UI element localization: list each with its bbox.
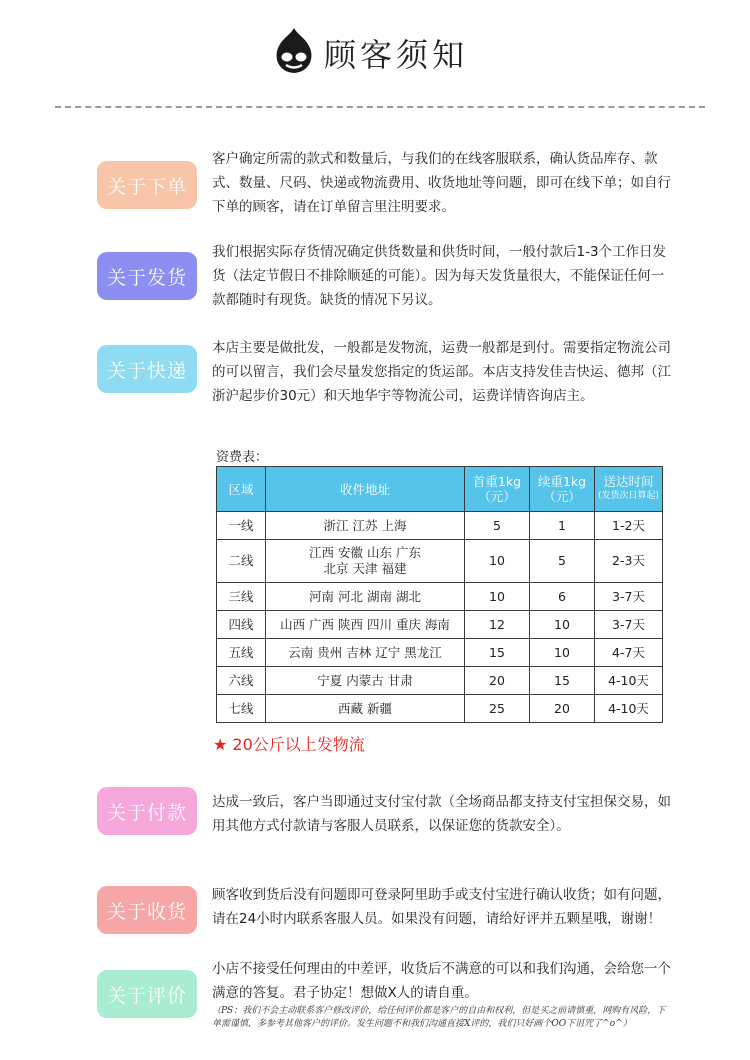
fee-zone: 七线 xyxy=(217,695,266,723)
fee-time: 3-7天 xyxy=(595,611,663,639)
section-text-review: 小店不接受任何理由的中差评，收货后不满意的可以和我们沟通，会给您一个满意的答复。君子协定！想做X人的请自重。 xyxy=(212,961,671,1001)
fee-time: 1-2天 xyxy=(595,512,663,540)
section-text-review-wrap xyxy=(212,957,672,1031)
section-text-receipt: 顾客收到货后没有问题即可登录阿里助手或支付宝进行确认收货；如有问题，请在24小时内联系客服人员。如果没有问题，请给好评并五颗星哦，谢谢！ xyxy=(212,887,671,927)
fee-header-delivery xyxy=(595,467,663,512)
fee-time: 4-10天 xyxy=(595,667,663,695)
table-row xyxy=(217,611,663,639)
fee-zone: 四线 xyxy=(217,611,266,639)
fee-address: 河南 河北 湖南 湖北 xyxy=(266,583,465,611)
fee-time: 3-7天 xyxy=(595,583,663,611)
fee-address: 宁夏 内蒙古 甘肃 xyxy=(266,667,465,695)
logistics-warning: ★ 20公斤以上发物流 xyxy=(213,735,365,754)
table-row xyxy=(217,639,663,667)
review-note: （PS：我们不会主动联系客户修改评价，给任何评价都是客户的自由和权利，但是买之前请慎重，网购有风险，下单需谨慎，多参考其他客户的评价。发生问题不和我们沟通直接X评的，我们只好画个OO下诅咒了^o^） xyxy=(212,1006,666,1029)
section-text-order: 客户确定所需的款式和数量后，与我们的在线客服联系，确认货品库存、款式、数量、尺码、快递或物流费用、收货地址等问题，即可在线下单；如自行下单的顾客，请在订单留言里注明要求。 xyxy=(212,151,671,215)
table-row xyxy=(217,512,663,540)
fee-extra: 6 xyxy=(530,583,595,611)
fee-address-line2: 北京 天津 福建 xyxy=(323,561,407,576)
fee-header-delivery-label: 送达时间 xyxy=(603,474,654,489)
fee-first: 5 xyxy=(465,512,530,540)
section-text-shipping: 我们根据实际存货情况确定供货数量和供货时间，一般付款后1-3个工作日发货（法定节假日不排除顺延的可能）。因为每天发货量很大，不能保证任何一款都随时有现货。缺货的情况下另议。 xyxy=(212,244,667,308)
fee-first: 25 xyxy=(465,695,530,723)
fee-header-first: 首重1kg（元） xyxy=(465,467,530,512)
section-pill-express: 关于快递 xyxy=(97,345,197,393)
fee-time: 2-3天 xyxy=(595,540,663,583)
fee-header-delivery-note: (发货次日算起) xyxy=(597,491,660,501)
fee-first: 10 xyxy=(465,583,530,611)
fee-table xyxy=(216,466,663,723)
section-text-payment: 达成一致后，客户当即通过支付宝付款（全场商品都支持支付宝担保交易，如用其他方式付款请与客服人员联系，以保证您的货款安全）。 xyxy=(212,794,671,834)
fee-first: 15 xyxy=(465,639,530,667)
table-row xyxy=(217,695,663,723)
fee-address-line1: 江西 安徽 山东 广东 xyxy=(309,545,421,560)
fee-zone: 六线 xyxy=(217,667,266,695)
fee-zone: 二线 xyxy=(217,540,266,583)
fee-zone: 五线 xyxy=(217,639,266,667)
fee-header-extra: 续重1kg（元） xyxy=(530,467,595,512)
section-pill-receipt: 关于收货 xyxy=(97,886,197,934)
fee-time: 4-7天 xyxy=(595,639,663,667)
fee-zone: 三线 xyxy=(217,583,266,611)
drupal-drop-icon xyxy=(272,26,316,76)
fee-extra: 10 xyxy=(530,639,595,667)
fee-time: 4-10天 xyxy=(595,695,663,723)
table-row xyxy=(217,583,663,611)
page-header xyxy=(0,22,750,82)
fee-extra: 10 xyxy=(530,611,595,639)
fee-address xyxy=(266,540,465,583)
fee-table-label: 资费表： xyxy=(216,450,269,465)
fee-address: 西藏 新疆 xyxy=(266,695,465,723)
fee-header-address: 收件地址 xyxy=(266,467,465,512)
fee-address: 浙江 江苏 上海 xyxy=(266,512,465,540)
fee-first: 20 xyxy=(465,667,530,695)
section-pill-payment: 关于付款 xyxy=(97,787,197,835)
section-text-express: 本店主要是做批发，一般都是发物流，运费一般都是到付。需要指定物流公司的可以留言，我们会尽量发您指定的货运部。本店支持发佳吉快运、德邦（江浙沪起步价30元）和天地华宇等物流公司，运费详情咨询店主。 xyxy=(212,340,671,404)
fee-zone: 一线 xyxy=(217,512,266,540)
section-pill-order: 关于下单 xyxy=(97,161,197,209)
page-title: 顾客须知 xyxy=(324,36,469,74)
fee-extra: 20 xyxy=(530,695,595,723)
fee-extra: 1 xyxy=(530,512,595,540)
fee-extra: 5 xyxy=(530,540,595,583)
fee-header-zone: 区域 xyxy=(217,467,266,512)
fee-first: 12 xyxy=(465,611,530,639)
section-pill-shipping: 关于发货 xyxy=(97,252,197,300)
section-pill-review: 关于评价 xyxy=(97,970,197,1018)
fee-address: 山西 广西 陕西 四川 重庆 海南 xyxy=(266,611,465,639)
table-row xyxy=(217,667,663,695)
fee-first: 10 xyxy=(465,540,530,583)
dashed-divider xyxy=(55,106,705,108)
fee-extra: 15 xyxy=(530,667,595,695)
table-row xyxy=(217,540,663,583)
fee-address: 云南 贵州 吉林 辽宁 黑龙江 xyxy=(266,639,465,667)
